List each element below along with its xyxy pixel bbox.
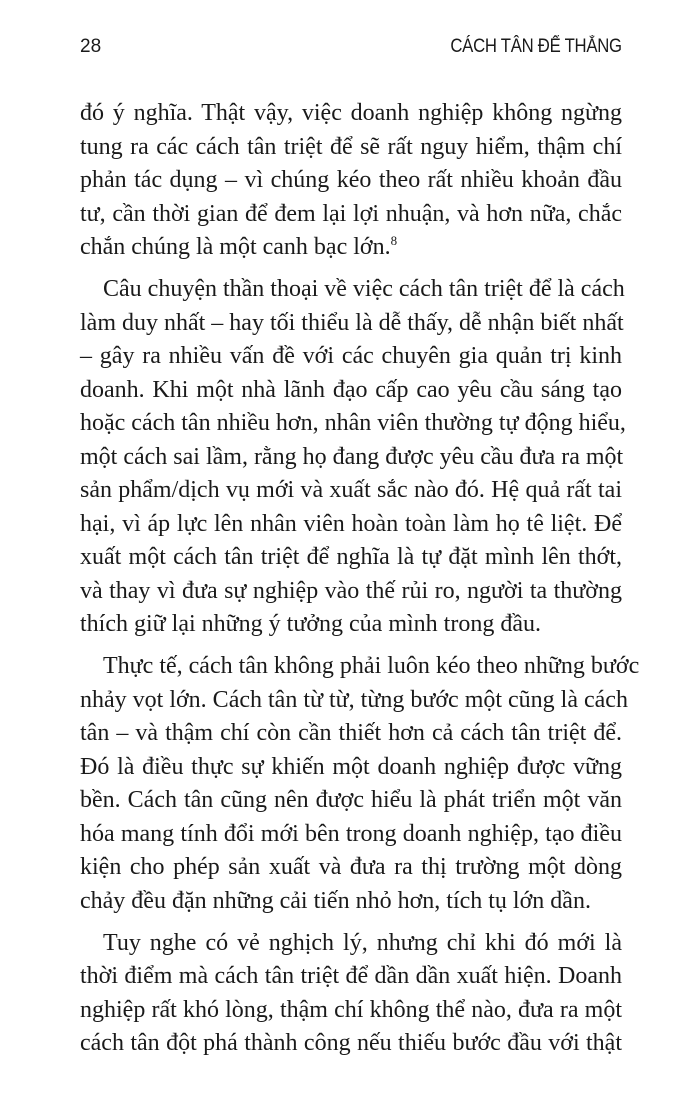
body-text (80, 97, 640, 1069)
text-line (80, 927, 622, 961)
line-text: tân – và thậm chí còn cần thiết hơn cả cách tân triệt để. (80, 720, 622, 746)
text-line (80, 650, 640, 684)
text-line (80, 273, 625, 307)
line-text: làm duy nhất – hay tối thiểu là dễ thấy, dễ nhận biết nhất (80, 309, 624, 336)
text-line (80, 851, 622, 885)
text-line (80, 340, 622, 374)
text-line (80, 474, 622, 508)
text-line (80, 575, 622, 609)
text-line (80, 164, 622, 198)
text-line (80, 960, 622, 994)
text-line (80, 684, 628, 718)
line-text: thời điểm mà cách tân triệt để dần dần xuất hiện. Doanh (80, 963, 622, 989)
text-line (80, 307, 622, 341)
line-text: hóa mang tính đổi mới bên trong doanh nghiệp, tạo điều (80, 820, 622, 847)
text-line (80, 751, 622, 785)
text-line (80, 374, 622, 408)
paragraph (80, 97, 622, 265)
line-text: Tuy nghe có vẻ nghịch lý, nhưng chỉ khi đó mới là (103, 929, 622, 956)
footnote-marker: 8 (390, 233, 398, 248)
text-line (80, 541, 622, 575)
line-text: chắn chúng là một canh bạc lớn. (80, 234, 391, 260)
line-text: Câu chuyện thần thoại về việc cách tân triệt để là cách (103, 276, 625, 302)
paragraph (80, 273, 626, 642)
line-text: đó ý nghĩa. Thật vậy, việc doanh nghiệp không ngừng (80, 100, 622, 126)
text-line (80, 231, 622, 265)
text-line (80, 1027, 622, 1061)
page-number: 28 (80, 36, 102, 57)
line-text: cách tân đột phá thành công nếu thiếu bước đầu với thật (80, 1030, 622, 1056)
text-line (80, 885, 622, 919)
line-text: sản phẩm/dịch vụ mới và xuất sắc nào đó. Hệ quả rất tai (80, 477, 622, 503)
line-text: hoặc cách tân nhiều hơn, nhân viên thường tự động hiểu, (80, 410, 626, 436)
line-text: tung ra các cách tân triệt để sẽ rất nguy hiểm, thậm chí (80, 133, 622, 160)
running-title: CÁCH TÂN ĐỂ THẮNG (450, 36, 622, 57)
paragraph (80, 927, 622, 1061)
text-line (80, 131, 622, 165)
line-text: và thay vì đưa sự nghiệp vào thế rủi ro, người ta thường (80, 577, 622, 604)
text-line (80, 608, 622, 642)
line-text: kiện cho phép sản xuất và đưa ra thị trường một dòng (80, 854, 622, 880)
paragraph (80, 650, 640, 918)
text-line (80, 198, 622, 232)
line-text: Đó là điều thực sự khiến một doanh nghiệp được vững (80, 753, 622, 780)
line-text: bền. Cách tân cũng nên được hiểu là phát triển một văn (80, 787, 622, 813)
page-header (80, 36, 622, 62)
text-line (80, 784, 622, 818)
line-text: Thực tế, cách tân không phải luôn kéo theo những bước (103, 653, 640, 679)
text-line (80, 441, 622, 475)
line-text: nhảy vọt lớn. Cách tân từ từ, từng bước một cũng là cách (80, 686, 628, 713)
line-text: thích giữ lại những ý tưởng của mình trong đầu. (80, 611, 541, 637)
text-line (80, 818, 622, 852)
line-text: hại, vì áp lực lên nhân viên hoàn toàn làm họ tê liệt. Để (80, 510, 622, 537)
text-line (80, 994, 622, 1028)
text-line (80, 407, 626, 441)
line-text: – gây ra nhiều vấn đề với các chuyên gia quản trị kinh (80, 343, 622, 369)
text-line (80, 97, 622, 131)
text-line (80, 508, 622, 542)
line-text: tư, cần thời gian để đem lại lợi nhuận, và hơn nữa, chắc (80, 200, 622, 227)
line-text: chảy đều đặn những cải tiến nhỏ hơn, tích tụ lớn dần. (80, 887, 591, 914)
line-text: một cách sai lầm, rằng họ đang được yêu cầu đưa ra một (80, 443, 624, 470)
line-text: phản tác dụng – vì chúng kéo theo rất nhiều khoản đầu (80, 167, 622, 193)
text-line (80, 717, 622, 751)
line-text: nghiệp rất khó lòng, thậm chí không thể nào, đưa ra một (80, 996, 622, 1023)
line-text: xuất một cách tân triệt để nghĩa là tự đặt mình lên thớt, (80, 544, 622, 570)
line-text: doanh. Khi một nhà lãnh đạo cấp cao yêu cầu sáng tạo (80, 376, 622, 403)
